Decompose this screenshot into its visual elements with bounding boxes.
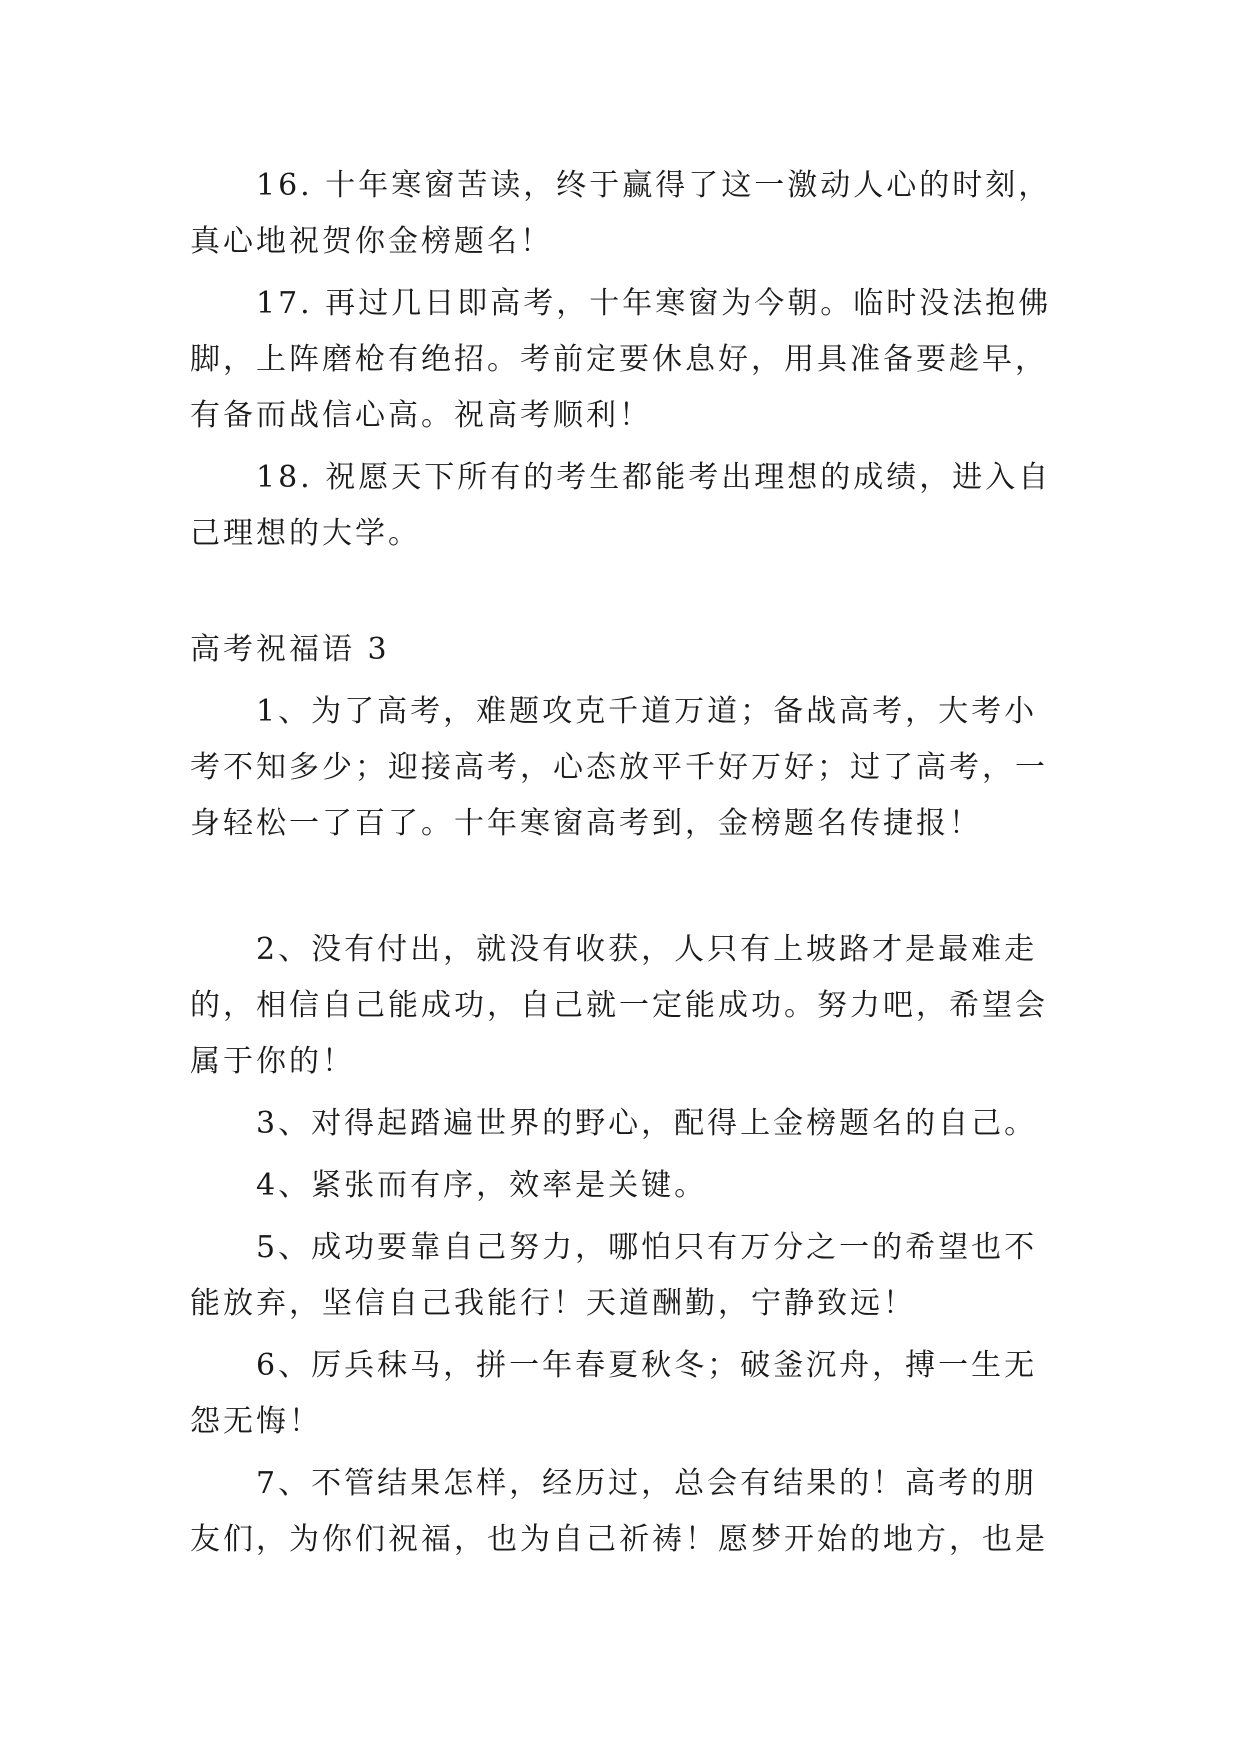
paragraph-3: 3、对得起踏遍世界的野心，配得上金榜题名的自己。 <box>256 1106 1038 1141</box>
document-body <box>190 158 1060 1568</box>
paragraph-6: 6、厉兵秣马，拼一年春夏秋冬；破釜沉舟，搏一生无怨无悔！ <box>190 1348 1038 1439</box>
paragraph-18: 18. 祝愿天下所有的考生都能考出理想的成绩，进入自己理想的大学。 <box>190 460 1052 551</box>
paragraph-7: 7、不管结果怎样，经历过，总会有结果的！高考的朋友们，为你们祝福，也为自己祈祷！愿梦开始的地方，也是 <box>190 1466 1048 1557</box>
paragraph-17: 17. 再过几日即高考，十年寒窗为今朝。临时没法抱佛脚，上阵磨枪有绝招。考前定要休息好，用具准备要趁早，有备而战信心高。祝高考顺利！ <box>190 286 1052 433</box>
paragraph-5: 5、成功要靠自己努力，哪怕只有万分之一的希望也不能放弃，坚信自己我能行！天道酬勤，宁静致远！ <box>190 1230 1038 1321</box>
paragraph-16: 16. 十年寒窗苦读，终于赢得了这一激动人心的时刻，真心地祝贺你金榜题名！ <box>190 168 1052 259</box>
section-heading: 高考祝福语 3 <box>190 632 390 667</box>
paragraph-1: 1、为了高考，难题攻克千道万道；备战高考，大考小考不知多少；迎接高考，心态放平千好万好；过了高考，一身轻松一了百了。十年寒窗高考到，金榜题名传捷报！ <box>190 694 1048 841</box>
paragraph-2: 2、没有付出，就没有收获，人只有上坡路才是最难走的，相信自己能成功，自己就一定能成功。努力吧，希望会属于你的！ <box>190 932 1048 1079</box>
paragraph-4: 4、紧张而有序，效率是关键。 <box>256 1168 708 1203</box>
